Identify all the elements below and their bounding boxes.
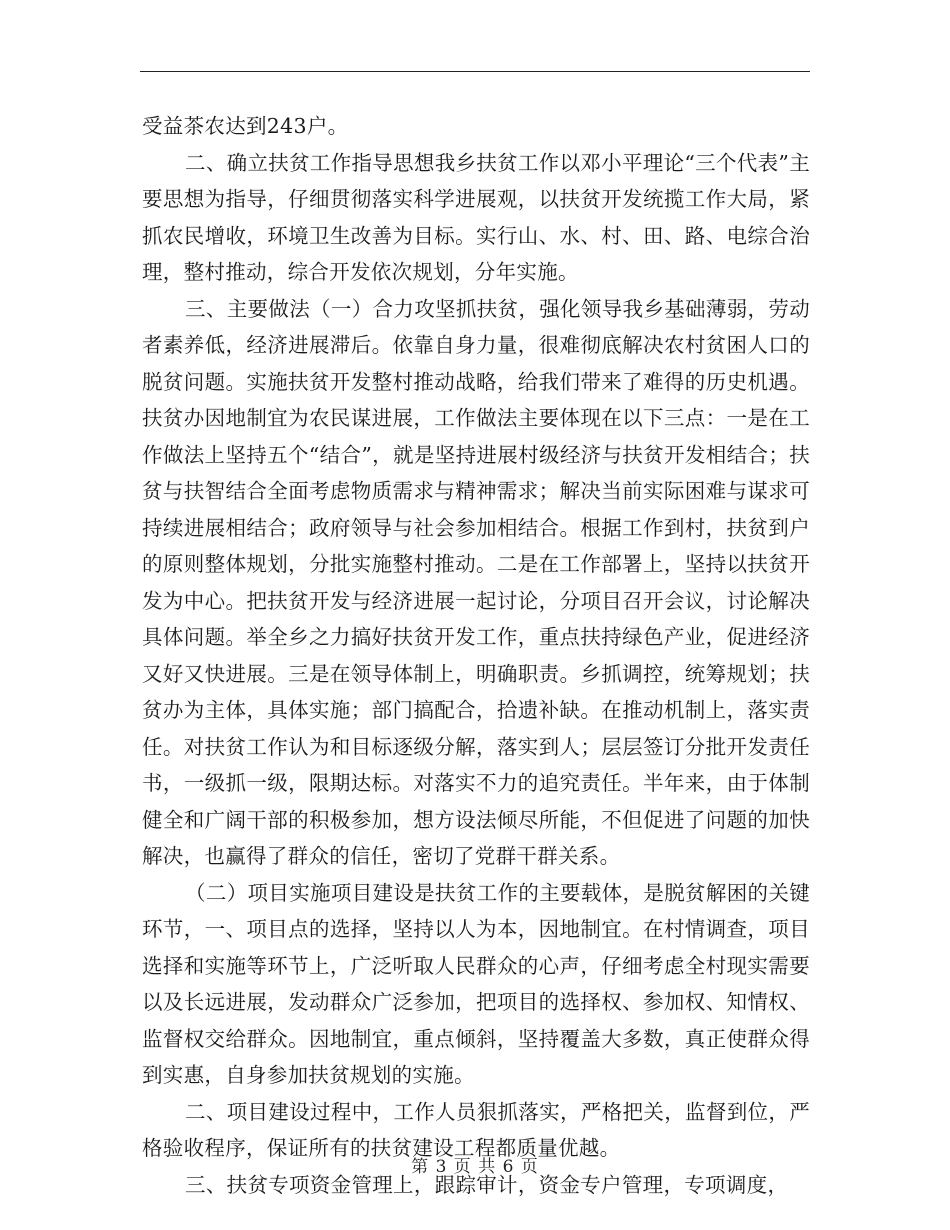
paragraph-project-construction: 二、项目建设过程中，工作人员狠抓落实，严格把关，监督到位，严格验收程序，保证所有的扶贫建设工程都质量优越。 (142, 1099, 810, 1160)
paragraph-continuation: 受益茶农达到243户。 (142, 114, 349, 138)
page-footer: 第 3 页 共 6 页 (411, 1157, 539, 1177)
document-body (142, 108, 810, 1203)
paragraph-fund-management: 三、扶贫专项资金管理上，跟踪审计，资金专户管理，专项调度， (185, 1172, 789, 1197)
paragraph-project-implementation: （二）项目实施项目建设是扶贫工作的主要载体，是脱贫解困的关键环节，一、项目点的选择，坚持以人为本，因地制宜。在村情调查，项目选择和实施等环节上，广泛听取人民群众的心声，仔细考虑全村现实需要以及长远进展，发动群众广泛参加，把项目的选择权、参加权、知情权、监督权交给群众。因地制宜，重点倾斜，坚持覆盖大多数，真正使群众得到实惠，自身参加扶贫规划的实施。 (142, 880, 810, 1087)
header-rule (140, 71, 810, 72)
paragraph-main-practices: 三、主要做法（一）合力攻坚抓扶贫，强化领导我乡基础薄弱，劳动者素养低，经济进展滞后。依靠自身力量，很难彻底解决农村贫困人口的脱贫问题。实施扶贫开发整村推动战略，给我们带来了难得的历史机遇。扶贫办因地制宜为农民谋进展，工作做法主要体现在以下三点：一是在工作做法上坚持五个“结合”，就是坚持进展村级经济与扶贫开发相结合；扶贫与扶智结合全面考虑物质需求与精神需求；解决当前实际困难与谋求可持续进展相结合；政府领导与社会参加相结合。根据工作到村，扶贫到户的原则整体规划，分批实施整村推动。二是在工作部署上，坚持以扶贫开发为中心。把扶贫开发与经济进展一起讨论，分项目召开会议，讨论解决具体问题。举全乡之力搞好扶贫开发工作，重点扶持绿色产业，促进经济又好又快进展。三是在领导体制上，明确职责。乡抓调控，统筹规划；扶贫办为主体，具体实施；部门搞配合，拾遗补缺。在推动机制上，落实责任。对扶贫工作认为和目标逐级分解，落实到人；层层签订分批开发责任书，一级抓一级，限期达标。对落实不力的追究责任。半年来，由于体制健全和广阔干部的积极参加，想方设法倾尽所能，不但促进了问题的加快解决，也赢得了群众的信任，密切了党群干群关系。 (142, 296, 810, 868)
paragraph-guiding-thought: 二、确立扶贫工作指导思想我乡扶贫工作以邓小平理论“三个代表”主要思想为指导，仔细贯彻落实科学进展观，以扶贫开发统揽工作大局，紧抓农民增收，环境卫生改善为目标。实行山、水、村、田、路、电综合治理，整村推动，综合开发依次规划，分年实施。 (142, 150, 810, 284)
